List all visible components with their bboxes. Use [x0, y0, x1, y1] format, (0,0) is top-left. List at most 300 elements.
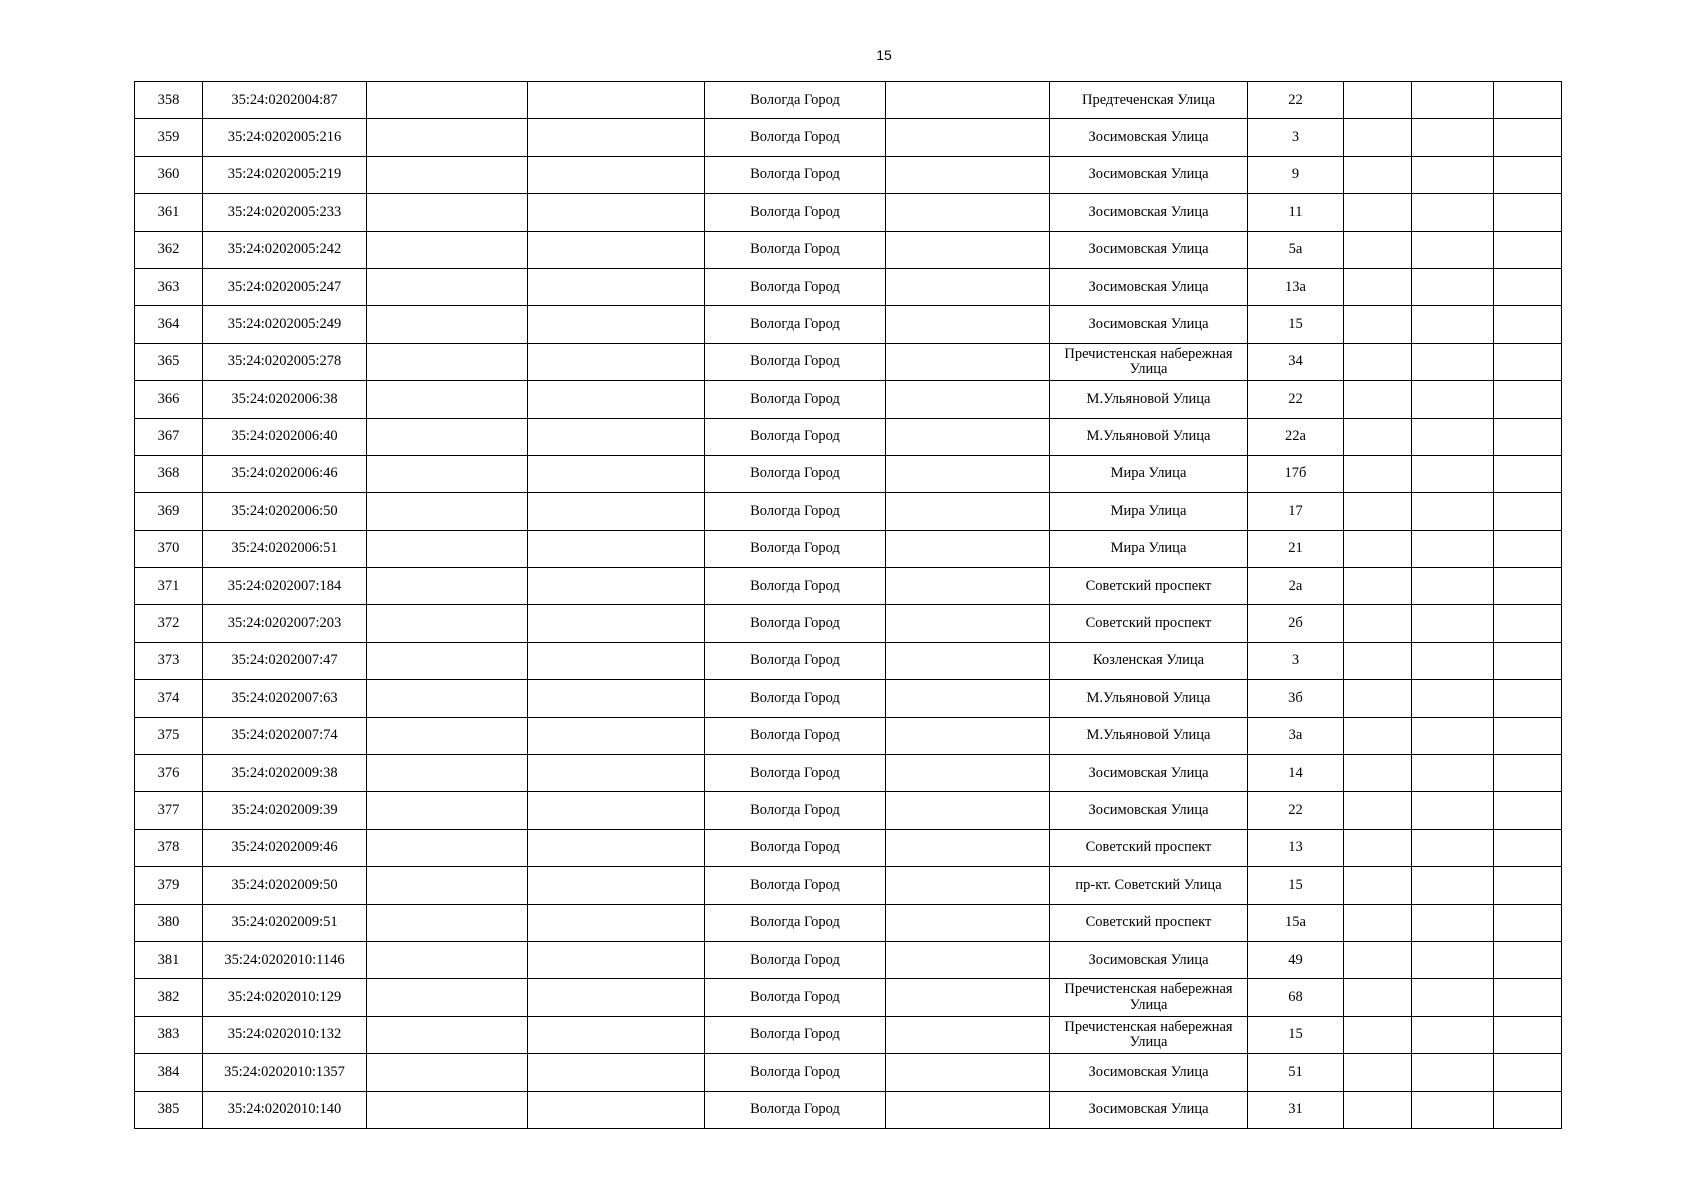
empty-cell — [886, 867, 1050, 904]
locality-cell: Вологда Город — [705, 343, 886, 380]
house-number-cell: 15 — [1248, 1016, 1344, 1053]
row-number-cell: 362 — [135, 231, 203, 268]
cadastral-number-cell: 35:24:0202009:38 — [203, 755, 367, 792]
empty-cell — [367, 530, 528, 567]
row-number-cell: 380 — [135, 904, 203, 941]
empty-cell — [528, 1091, 705, 1128]
cadastral-number-cell: 35:24:0202009:39 — [203, 792, 367, 829]
table-row — [135, 755, 1562, 792]
cadastral-number-cell: 35:24:0202007:203 — [203, 605, 367, 642]
empty-cell — [1412, 568, 1494, 605]
street-cell: Козленская Улица — [1050, 642, 1248, 679]
empty-cell — [367, 194, 528, 231]
empty-cell — [367, 941, 528, 978]
empty-cell — [1494, 979, 1562, 1016]
house-number-cell: 22 — [1248, 792, 1344, 829]
empty-cell — [528, 156, 705, 193]
empty-cell — [1344, 455, 1412, 492]
table-row — [135, 1054, 1562, 1091]
house-number-cell: 15 — [1248, 306, 1344, 343]
cadastral-number-cell: 35:24:0202007:74 — [203, 717, 367, 754]
street-cell: Зосимовская Улица — [1050, 1054, 1248, 1091]
empty-cell — [367, 381, 528, 418]
empty-cell — [528, 792, 705, 829]
empty-cell — [886, 1091, 1050, 1128]
cadastral-number-cell: 35:24:0202010:132 — [203, 1016, 367, 1053]
empty-cell — [886, 605, 1050, 642]
empty-cell — [367, 1016, 528, 1053]
cadastral-number-cell: 35:24:0202009:46 — [203, 829, 367, 866]
empty-cell — [1412, 82, 1494, 119]
row-number-cell: 376 — [135, 755, 203, 792]
house-number-cell: 21 — [1248, 530, 1344, 567]
locality-cell: Вологда Город — [705, 381, 886, 418]
house-number-cell: 17б — [1248, 455, 1344, 492]
empty-cell — [367, 829, 528, 866]
row-number-cell: 360 — [135, 156, 203, 193]
empty-cell — [1494, 418, 1562, 455]
table-row — [135, 1091, 1562, 1128]
empty-cell — [1494, 792, 1562, 829]
empty-cell — [367, 343, 528, 380]
empty-cell — [1412, 343, 1494, 380]
empty-cell — [1412, 941, 1494, 978]
row-number-cell: 358 — [135, 82, 203, 119]
empty-cell — [1494, 530, 1562, 567]
empty-cell — [1494, 605, 1562, 642]
table-row — [135, 231, 1562, 268]
empty-cell — [886, 1054, 1050, 1091]
street-cell: Советский проспект — [1050, 605, 1248, 642]
empty-cell — [367, 231, 528, 268]
table-row — [135, 418, 1562, 455]
row-number-cell: 363 — [135, 268, 203, 305]
table-row — [135, 792, 1562, 829]
house-number-cell: 15 — [1248, 867, 1344, 904]
street-cell: Зосимовская Улица — [1050, 1091, 1248, 1128]
empty-cell — [367, 979, 528, 1016]
empty-cell — [367, 156, 528, 193]
empty-cell — [1344, 231, 1412, 268]
empty-cell — [1412, 755, 1494, 792]
empty-cell — [886, 792, 1050, 829]
table-row — [135, 493, 1562, 530]
empty-cell — [1494, 119, 1562, 156]
row-number-cell: 361 — [135, 194, 203, 231]
table-row — [135, 194, 1562, 231]
locality-cell: Вологда Город — [705, 530, 886, 567]
empty-cell — [1412, 231, 1494, 268]
empty-cell — [886, 530, 1050, 567]
table-row — [135, 530, 1562, 567]
empty-cell — [1412, 381, 1494, 418]
empty-cell — [1412, 530, 1494, 567]
row-number-cell: 372 — [135, 605, 203, 642]
cadastral-number-cell: 35:24:0202006:40 — [203, 418, 367, 455]
empty-cell — [1344, 82, 1412, 119]
row-number-cell: 374 — [135, 680, 203, 717]
empty-cell — [1494, 867, 1562, 904]
empty-cell — [1344, 867, 1412, 904]
table-row — [135, 455, 1562, 492]
house-number-cell: 31 — [1248, 1091, 1344, 1128]
cadastral-number-cell: 35:24:0202005:247 — [203, 268, 367, 305]
empty-cell — [1494, 829, 1562, 866]
row-number-cell: 365 — [135, 343, 203, 380]
row-number-cell: 375 — [135, 717, 203, 754]
empty-cell — [1412, 642, 1494, 679]
street-cell: пр-кт. Советский Улица — [1050, 867, 1248, 904]
house-number-cell: 5а — [1248, 231, 1344, 268]
locality-cell: Вологда Город — [705, 642, 886, 679]
cadastral-number-cell: 35:24:0202004:87 — [203, 82, 367, 119]
empty-cell — [1412, 867, 1494, 904]
empty-cell — [1494, 568, 1562, 605]
locality-cell: Вологда Город — [705, 268, 886, 305]
house-number-cell: 34 — [1248, 343, 1344, 380]
empty-cell — [1344, 717, 1412, 754]
empty-cell — [367, 755, 528, 792]
table-row — [135, 381, 1562, 418]
locality-cell: Вологда Город — [705, 867, 886, 904]
empty-cell — [1344, 343, 1412, 380]
empty-cell — [886, 306, 1050, 343]
table-row — [135, 568, 1562, 605]
empty-cell — [1494, 493, 1562, 530]
empty-cell — [1344, 904, 1412, 941]
empty-cell — [528, 306, 705, 343]
street-cell: Зосимовская Улица — [1050, 156, 1248, 193]
empty-cell — [886, 343, 1050, 380]
table-row — [135, 680, 1562, 717]
empty-cell — [1494, 306, 1562, 343]
locality-cell: Вологда Город — [705, 82, 886, 119]
street-cell: Предтеченская Улица — [1050, 82, 1248, 119]
empty-cell — [1494, 1091, 1562, 1128]
empty-cell — [528, 941, 705, 978]
street-cell: Зосимовская Улица — [1050, 755, 1248, 792]
empty-cell — [367, 792, 528, 829]
table-row — [135, 904, 1562, 941]
empty-cell — [367, 119, 528, 156]
street-cell: М.Ульяновой Улица — [1050, 680, 1248, 717]
row-number-cell: 364 — [135, 306, 203, 343]
cadastral-number-cell: 35:24:0202007:63 — [203, 680, 367, 717]
table-row — [135, 867, 1562, 904]
street-cell: М.Ульяновой Улица — [1050, 381, 1248, 418]
street-cell: Зосимовская Улица — [1050, 306, 1248, 343]
house-number-cell: 51 — [1248, 1054, 1344, 1091]
empty-cell — [528, 381, 705, 418]
house-number-cell: 15а — [1248, 904, 1344, 941]
row-number-cell: 371 — [135, 568, 203, 605]
empty-cell — [1412, 792, 1494, 829]
empty-cell — [886, 680, 1050, 717]
locality-cell: Вологда Город — [705, 1016, 886, 1053]
table-row — [135, 82, 1562, 119]
empty-cell — [367, 268, 528, 305]
empty-cell — [1412, 455, 1494, 492]
empty-cell — [528, 755, 705, 792]
empty-cell — [367, 82, 528, 119]
empty-cell — [886, 979, 1050, 1016]
empty-cell — [1412, 268, 1494, 305]
empty-cell — [1494, 455, 1562, 492]
empty-cell — [886, 642, 1050, 679]
empty-cell — [1494, 717, 1562, 754]
empty-cell — [886, 381, 1050, 418]
street-cell: М.Ульяновой Улица — [1050, 418, 1248, 455]
empty-cell — [528, 343, 705, 380]
cadastral-number-cell: 35:24:0202005:249 — [203, 306, 367, 343]
empty-cell — [528, 717, 705, 754]
house-number-cell: 13а — [1248, 268, 1344, 305]
empty-cell — [1412, 194, 1494, 231]
empty-cell — [886, 418, 1050, 455]
empty-cell — [367, 455, 528, 492]
empty-cell — [528, 642, 705, 679]
empty-cell — [1494, 231, 1562, 268]
cadastral-number-cell: 35:24:0202005:278 — [203, 343, 367, 380]
street-cell: Мира Улица — [1050, 455, 1248, 492]
street-cell: Зосимовская Улица — [1050, 941, 1248, 978]
empty-cell — [528, 82, 705, 119]
street-cell: Зосимовская Улица — [1050, 792, 1248, 829]
empty-cell — [886, 455, 1050, 492]
empty-cell — [1412, 829, 1494, 866]
locality-cell: Вологда Город — [705, 1091, 886, 1128]
cadastral-number-cell: 35:24:0202009:51 — [203, 904, 367, 941]
house-number-cell: 3б — [1248, 680, 1344, 717]
empty-cell — [1344, 418, 1412, 455]
row-number-cell: 367 — [135, 418, 203, 455]
empty-cell — [367, 680, 528, 717]
empty-cell — [1494, 1054, 1562, 1091]
empty-cell — [1412, 156, 1494, 193]
row-number-cell: 370 — [135, 530, 203, 567]
row-number-cell: 369 — [135, 493, 203, 530]
street-cell: Советский проспект — [1050, 904, 1248, 941]
locality-cell: Вологда Город — [705, 755, 886, 792]
street-cell: Мира Улица — [1050, 493, 1248, 530]
house-number-cell: 3 — [1248, 642, 1344, 679]
row-number-cell: 359 — [135, 119, 203, 156]
empty-cell — [1494, 1016, 1562, 1053]
table-row — [135, 979, 1562, 1016]
table-row — [135, 1016, 1562, 1053]
cadastral-number-cell: 35:24:0202006:46 — [203, 455, 367, 492]
empty-cell — [1344, 1091, 1412, 1128]
empty-cell — [528, 119, 705, 156]
row-number-cell: 384 — [135, 1054, 203, 1091]
empty-cell — [1494, 268, 1562, 305]
house-number-cell: 68 — [1248, 979, 1344, 1016]
street-cell: Зосимовская Улица — [1050, 119, 1248, 156]
empty-cell — [367, 306, 528, 343]
row-number-cell: 385 — [135, 1091, 203, 1128]
locality-cell: Вологда Город — [705, 418, 886, 455]
empty-cell — [528, 1054, 705, 1091]
table-row — [135, 605, 1562, 642]
empty-cell — [1412, 1016, 1494, 1053]
cadastral-number-cell: 35:24:0202010:1357 — [203, 1054, 367, 1091]
table-row — [135, 941, 1562, 978]
cadastral-number-cell: 35:24:0202010:1146 — [203, 941, 367, 978]
empty-cell — [1412, 1054, 1494, 1091]
empty-cell — [528, 231, 705, 268]
empty-cell — [1344, 381, 1412, 418]
empty-cell — [886, 717, 1050, 754]
locality-cell: Вологда Город — [705, 156, 886, 193]
street-cell: Зосимовская Улица — [1050, 194, 1248, 231]
cadastral-number-cell: 35:24:0202007:184 — [203, 568, 367, 605]
empty-cell — [367, 418, 528, 455]
empty-cell — [886, 755, 1050, 792]
empty-cell — [1344, 156, 1412, 193]
locality-cell: Вологда Город — [705, 306, 886, 343]
locality-cell: Вологда Город — [705, 194, 886, 231]
locality-cell: Вологда Город — [705, 119, 886, 156]
empty-cell — [886, 941, 1050, 978]
empty-cell — [1494, 680, 1562, 717]
row-number-cell: 366 — [135, 381, 203, 418]
empty-cell — [886, 119, 1050, 156]
empty-cell — [1344, 568, 1412, 605]
empty-cell — [528, 194, 705, 231]
locality-cell: Вологда Город — [705, 231, 886, 268]
empty-cell — [1494, 194, 1562, 231]
locality-cell: Вологда Город — [705, 1054, 886, 1091]
house-number-cell: 2а — [1248, 568, 1344, 605]
empty-cell — [367, 493, 528, 530]
empty-cell — [528, 867, 705, 904]
empty-cell — [1412, 119, 1494, 156]
empty-cell — [886, 194, 1050, 231]
locality-cell: Вологда Город — [705, 904, 886, 941]
empty-cell — [367, 1054, 528, 1091]
empty-cell — [1412, 1091, 1494, 1128]
empty-cell — [1344, 755, 1412, 792]
street-cell: Пречистенская набережная Улица — [1050, 343, 1248, 380]
empty-cell — [886, 829, 1050, 866]
empty-cell — [886, 268, 1050, 305]
table-row — [135, 343, 1562, 380]
empty-cell — [1344, 306, 1412, 343]
cadastral-number-cell: 35:24:0202006:51 — [203, 530, 367, 567]
empty-cell — [1344, 829, 1412, 866]
street-cell: Зосимовская Улица — [1050, 268, 1248, 305]
house-number-cell: 9 — [1248, 156, 1344, 193]
table-row — [135, 829, 1562, 866]
empty-cell — [528, 829, 705, 866]
locality-cell: Вологда Город — [705, 605, 886, 642]
row-number-cell: 379 — [135, 867, 203, 904]
house-number-cell: 22а — [1248, 418, 1344, 455]
empty-cell — [367, 1091, 528, 1128]
empty-cell — [1494, 941, 1562, 978]
empty-cell — [367, 642, 528, 679]
row-number-cell: 381 — [135, 941, 203, 978]
empty-cell — [528, 268, 705, 305]
empty-cell — [1494, 156, 1562, 193]
row-number-cell: 378 — [135, 829, 203, 866]
empty-cell — [1344, 792, 1412, 829]
house-number-cell: 17 — [1248, 493, 1344, 530]
table-row — [135, 717, 1562, 754]
cadastral-number-cell: 35:24:0202006:50 — [203, 493, 367, 530]
empty-cell — [1344, 1054, 1412, 1091]
table-row — [135, 306, 1562, 343]
empty-cell — [1412, 605, 1494, 642]
empty-cell — [886, 1016, 1050, 1053]
empty-cell — [367, 717, 528, 754]
empty-cell — [528, 904, 705, 941]
empty-cell — [367, 605, 528, 642]
empty-cell — [528, 605, 705, 642]
empty-cell — [1412, 904, 1494, 941]
table-row — [135, 156, 1562, 193]
empty-cell — [1344, 268, 1412, 305]
empty-cell — [1494, 343, 1562, 380]
empty-cell — [1344, 530, 1412, 567]
empty-cell — [1494, 381, 1562, 418]
empty-cell — [367, 904, 528, 941]
locality-cell: Вологда Город — [705, 493, 886, 530]
empty-cell — [1412, 717, 1494, 754]
locality-cell: Вологда Город — [705, 792, 886, 829]
empty-cell — [528, 455, 705, 492]
empty-cell — [886, 156, 1050, 193]
empty-cell — [1412, 306, 1494, 343]
row-number-cell: 383 — [135, 1016, 203, 1053]
empty-cell — [528, 1016, 705, 1053]
empty-cell — [1412, 418, 1494, 455]
row-number-cell: 382 — [135, 979, 203, 1016]
empty-cell — [1344, 119, 1412, 156]
locality-cell: Вологда Город — [705, 829, 886, 866]
cadastral-number-cell: 35:24:0202005:233 — [203, 194, 367, 231]
house-number-cell: 3 — [1248, 119, 1344, 156]
empty-cell — [1412, 493, 1494, 530]
table-row — [135, 119, 1562, 156]
empty-cell — [528, 418, 705, 455]
house-number-cell: 2б — [1248, 605, 1344, 642]
house-number-cell: 49 — [1248, 941, 1344, 978]
house-number-cell: 13 — [1248, 829, 1344, 866]
street-cell: Мира Улица — [1050, 530, 1248, 567]
cadastral-number-cell: 35:24:0202009:50 — [203, 867, 367, 904]
cadastral-number-cell: 35:24:0202005:219 — [203, 156, 367, 193]
street-cell: Советский проспект — [1050, 829, 1248, 866]
empty-cell — [1344, 941, 1412, 978]
empty-cell — [1412, 680, 1494, 717]
empty-cell — [1344, 680, 1412, 717]
row-number-cell: 373 — [135, 642, 203, 679]
house-number-cell: 22 — [1248, 82, 1344, 119]
empty-cell — [1344, 605, 1412, 642]
empty-cell — [886, 904, 1050, 941]
table-body — [135, 82, 1562, 1129]
street-cell: Советский проспект — [1050, 568, 1248, 605]
empty-cell — [1412, 979, 1494, 1016]
empty-cell — [1344, 642, 1412, 679]
empty-cell — [528, 979, 705, 1016]
house-number-cell: 22 — [1248, 381, 1344, 418]
empty-cell — [886, 82, 1050, 119]
empty-cell — [1344, 1016, 1412, 1053]
empty-cell — [1344, 194, 1412, 231]
empty-cell — [1494, 904, 1562, 941]
